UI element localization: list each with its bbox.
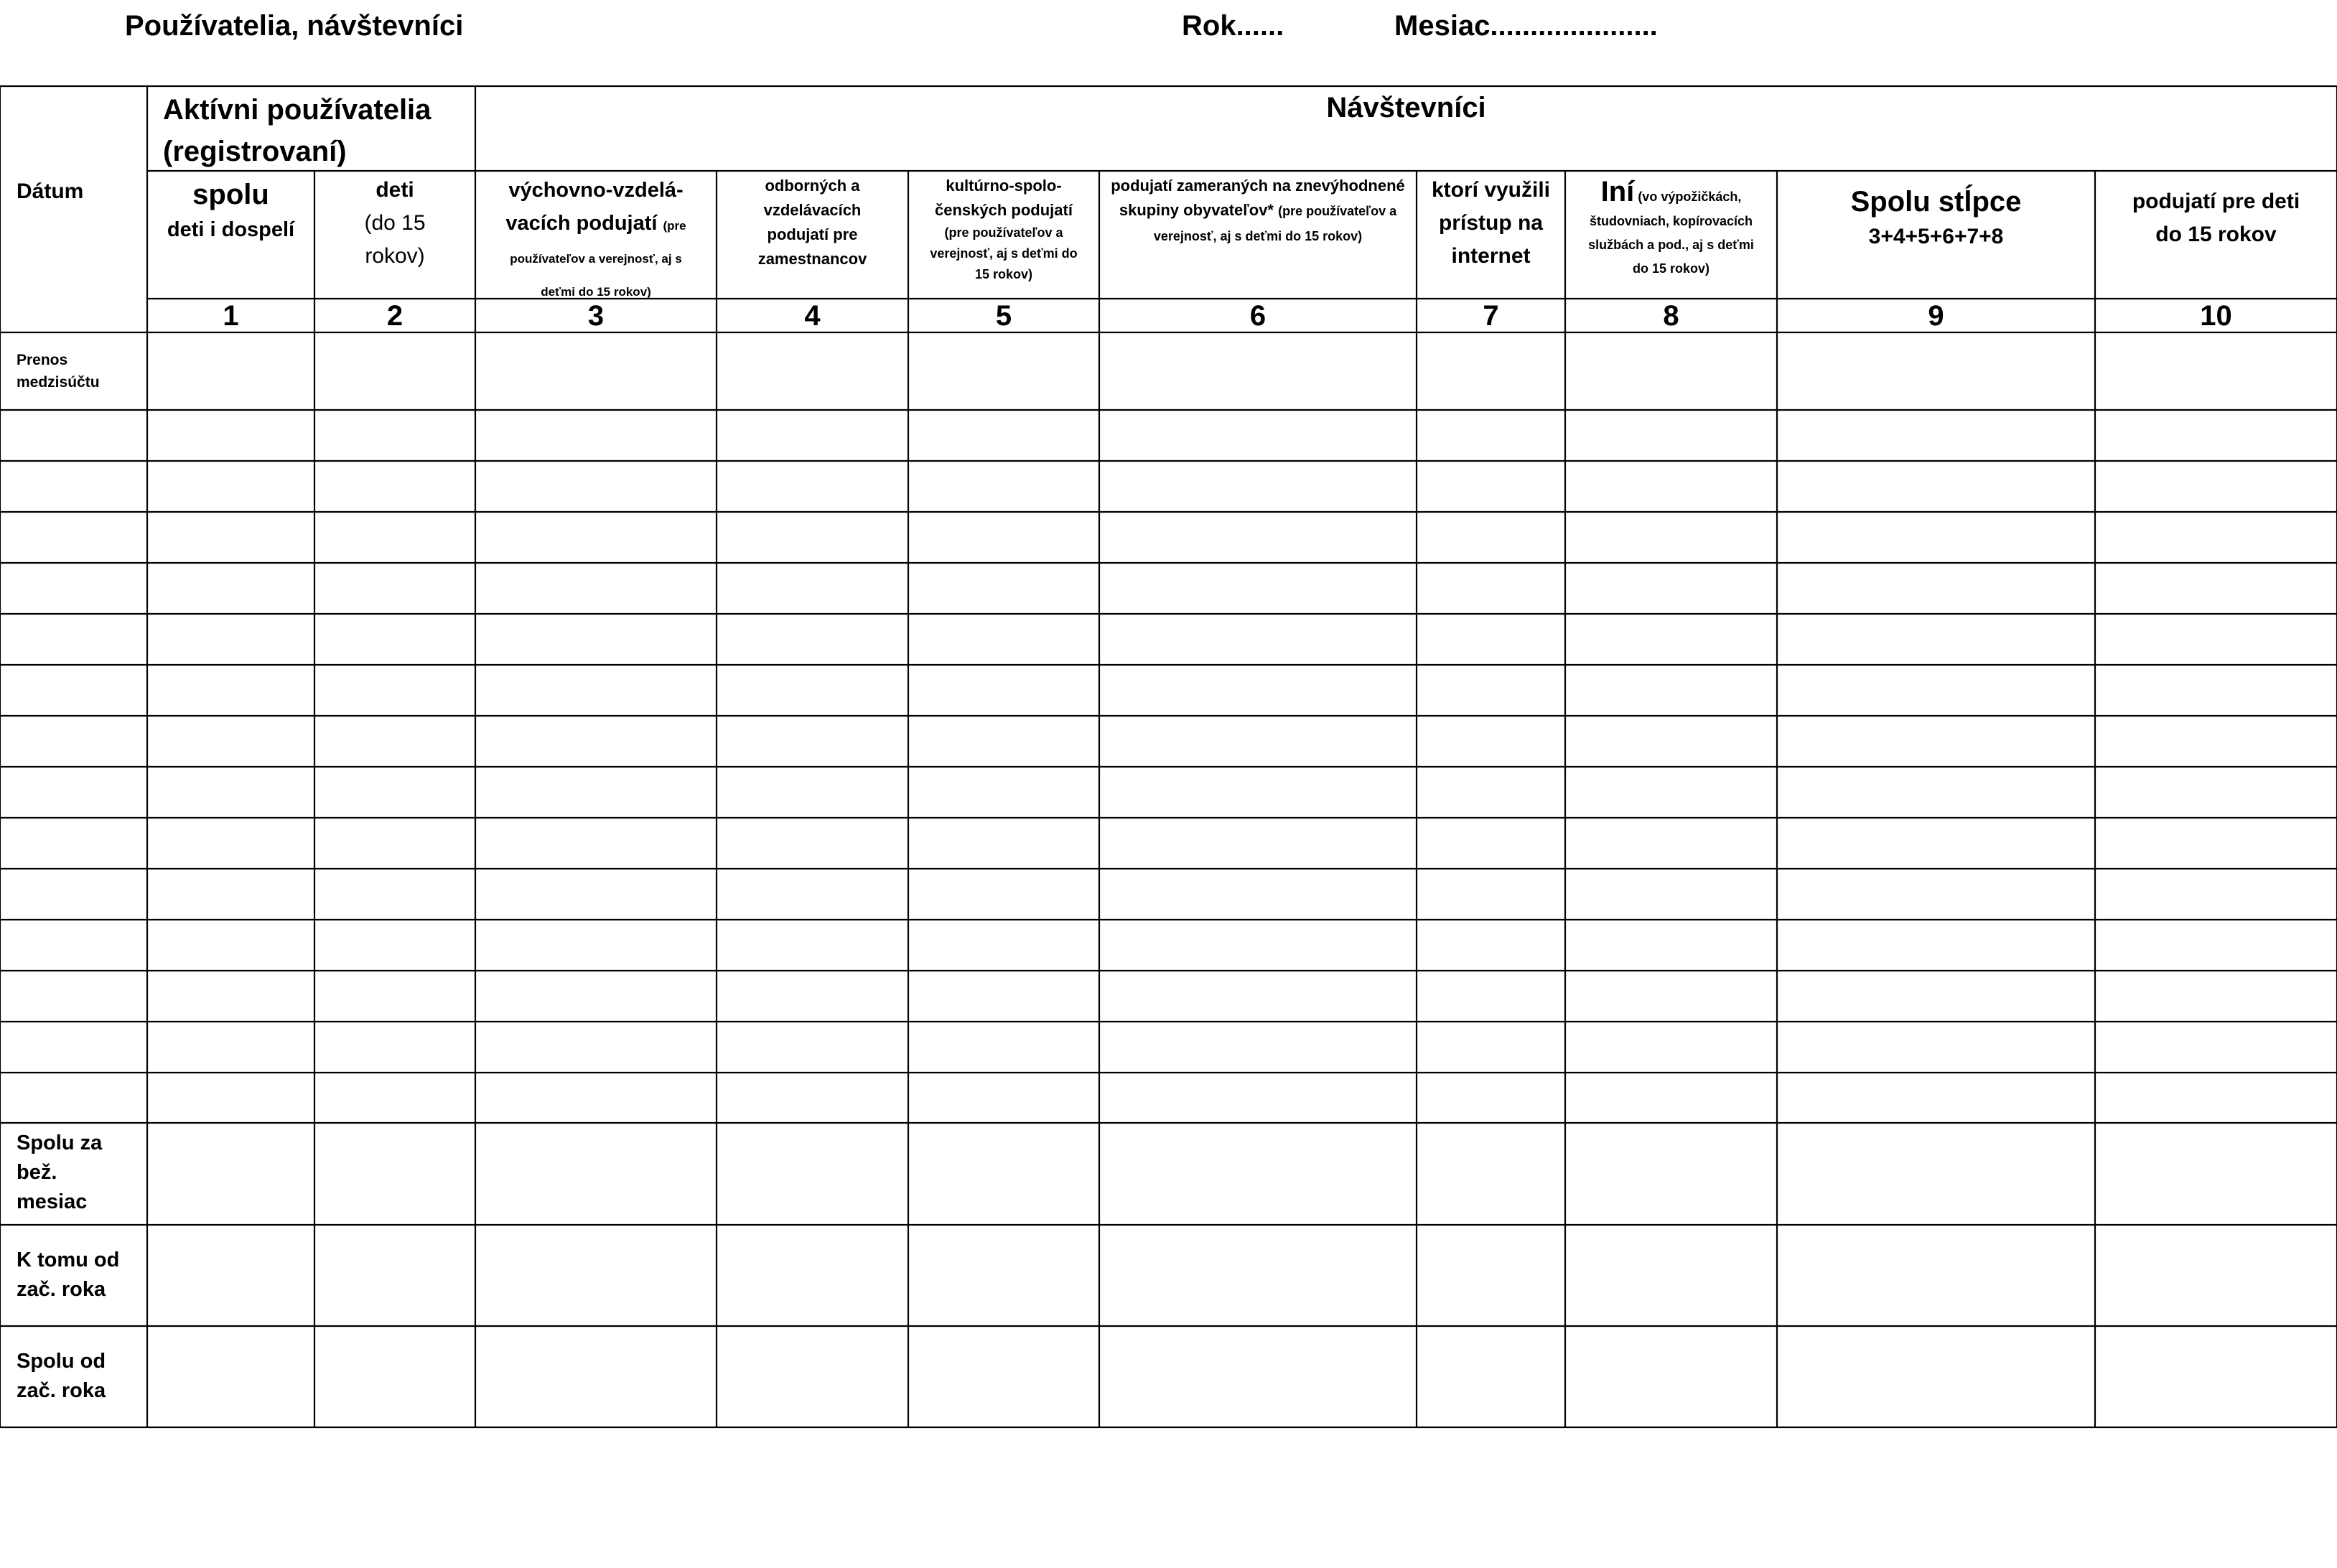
col-number-3: 3 — [587, 299, 605, 332]
col2-main: deti — [375, 178, 414, 202]
col9-header — [1777, 181, 2095, 251]
col-number-5: 5 — [995, 299, 1012, 332]
col4-main: odborných a vzdelávacích podujatí pre zamestnancov — [757, 177, 867, 268]
col1-header — [147, 174, 314, 244]
col1-main: spolu — [192, 179, 269, 210]
col-number-4: 4 — [804, 299, 821, 332]
row-label-prenos: Prenos medzisúčtu — [17, 352, 100, 391]
col-number-1: 1 — [223, 299, 239, 332]
page-title: Používatelia, návštevníci — [125, 10, 464, 42]
col6-small: (pre používateľov a verejnosť, aj s deťmi do 15 rokov) — [1153, 204, 1397, 243]
col7-header — [1417, 174, 1565, 273]
col-number-2: 2 — [386, 299, 404, 332]
year-field: Rok...... — [1182, 10, 1284, 42]
col-number-8: 8 — [1663, 299, 1679, 332]
col3-small: (pre používateľov a verejnosť, aj s deťmi do 15 rokov) — [510, 219, 686, 299]
row-label-spolu-od: Spolu od zač. roka — [17, 1350, 106, 1402]
col6-header — [1099, 174, 1417, 248]
row-label-spolu-za-bez-mesiac: Spolu za bež. mesiac — [17, 1131, 103, 1213]
col10-main: podujatí pre deti do 15 rokov — [2132, 190, 2300, 246]
col1-sub: deti i dospelí — [167, 218, 295, 241]
col3-header — [475, 174, 717, 306]
col5-header — [908, 174, 1099, 285]
col-number-6: 6 — [1249, 299, 1267, 332]
col8-small: (vo výpožičkách, študovniach, kopírovacích službách a pod., aj s deťmi do 15 rokov) — [1588, 190, 1754, 276]
row-label-k-tomu: K tomu od zač. roka — [17, 1249, 120, 1301]
col5-small: (pre používateľov a verejnosť, aj s deťmi do 15 rokov) — [930, 225, 1078, 281]
col-number-10: 10 — [2200, 299, 2232, 332]
month-field: Mesiac..................... — [1394, 10, 1658, 42]
col9-main: Spolu stĺpce — [1850, 186, 2022, 218]
active-users-header: Aktívni používatelia (registrovaní) — [163, 94, 432, 167]
visitors-header: Návštevníci — [1326, 92, 1486, 123]
col10-header — [2095, 185, 2337, 251]
col8-main: Iní — [1600, 176, 1635, 207]
body-row-lines — [0, 410, 2337, 1326]
column-lines — [147, 86, 2095, 1427]
col6-main: podujatí zameraných na znevýhodnené skupiny obyvateľov* — [1111, 177, 1405, 219]
col3-main: výchovno-vzdelá-vacích podujatí — [505, 179, 684, 235]
col5-main: kultúrno-spolo-čenských podujatí — [935, 177, 1073, 219]
col2-header — [314, 174, 475, 273]
col-number-7: 7 — [1483, 299, 1499, 332]
col4-header — [717, 174, 908, 271]
col2-sub: (do 15 rokov) — [364, 211, 426, 268]
col7-main: ktorí využili prístup na internet — [1431, 178, 1551, 268]
datum-header: Dátum — [17, 179, 84, 203]
col8-header — [1565, 174, 1777, 281]
col9-sub: 3+4+5+6+7+8 — [1868, 225, 2004, 248]
col-number-9: 9 — [1928, 299, 1944, 332]
